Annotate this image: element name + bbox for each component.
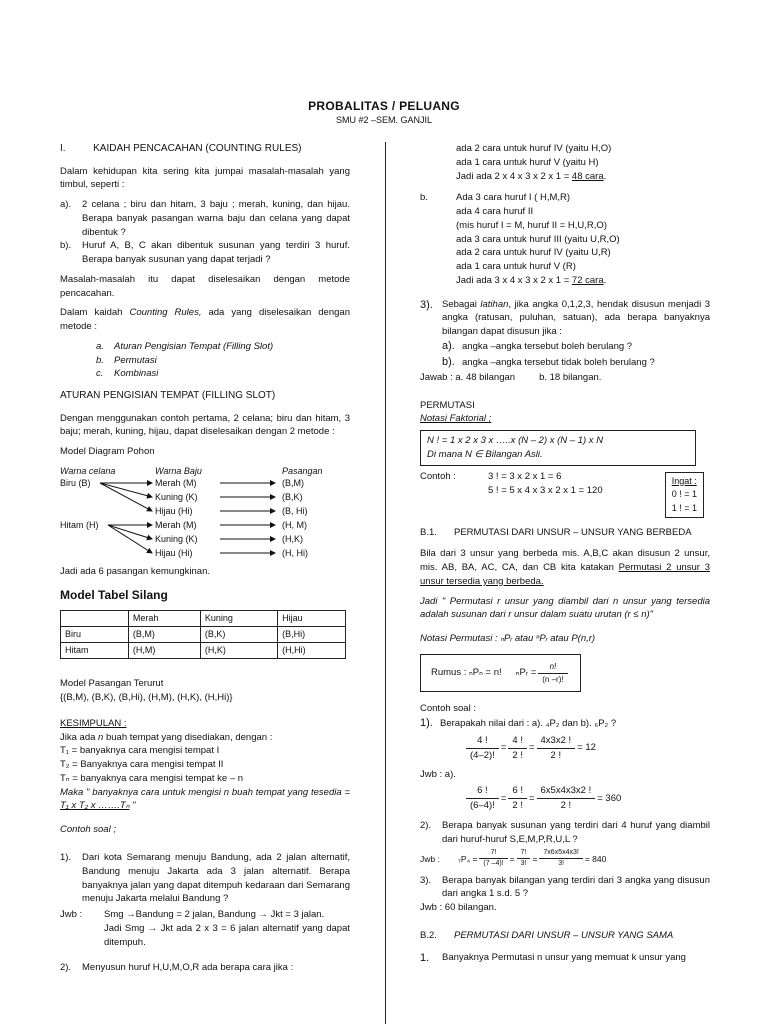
- continuation-line: ada 1 cara untuk huruf V (yaitu H): [456, 156, 599, 168]
- tree-header-baju: Warna Baju: [155, 466, 202, 477]
- option-item: a). angka –angka tersebut boleh berulang ?: [442, 339, 633, 352]
- exercise-3-options: [420, 339, 710, 371]
- kesimpulan-item: T₂ = Banyaknya cara mengisi tempat II: [60, 759, 224, 771]
- tabel-title: Model Tabel Silang: [60, 587, 168, 602]
- tree-pair: (B, Hi): [282, 506, 308, 517]
- tree-pair: (B,M): [282, 478, 304, 489]
- method-item: a. Aturan Pengisian Tempat (Filling Slot): [96, 340, 274, 352]
- kesimpulan-intro: Jika ada n buah tempat yang disediakan, dengan :: [60, 731, 273, 743]
- kesimpulan-item: T₁ = banyaknya cara mengisi tempat I: [60, 745, 220, 757]
- rumus-box: Rumus : ₙPₙ = n! ₙPᵣ = $\frac{n!}{(n -r)!}$: [420, 654, 581, 692]
- option-item: b). angka –angka tersebut tidak boleh berulang ?: [442, 355, 655, 368]
- question-3-answer: Jwb : 60 bilangan.: [420, 902, 497, 914]
- permutasi-heading: PERMUTASI: [420, 399, 475, 411]
- intro-paragraph: Dalam kehidupan kita sering kita jumpai masalah-masalah yang timbul, seperti :: [60, 165, 350, 191]
- example-1-answer: Jwb : Smg →Bandung = 2 jalan, Bandung → Jkt = 3 jalan. Jadi Smg → Jkt ada 2 x 3 = 6 jalan alternatif yang dapat ditempuh.: [60, 909, 350, 948]
- diagram-title: Model Diagram Pohon: [60, 446, 155, 458]
- pasangan-title: Model Pasangan Terurut: [60, 678, 164, 690]
- example-b: b). Huruf A, B, C akan dibentuk susunan yang terdiri 3 huruf. Berapa banyak susunan yang dapat terjadi ?: [60, 240, 350, 266]
- tree-diagram: [60, 465, 350, 565]
- aturan-paragraph: Dengan menggunakan contoh pertama, 2 celana; biru dan hitam, 3 baju; merah, kuning, hijau, dapat diselesaikan dengan 2 metode :: [60, 412, 350, 438]
- jwb-a: Jwb : a).: [420, 769, 456, 781]
- notasi-permutasi: Notasi Permutasi : ₙPᵣ atau ⁿPᵣ atau P(n,r): [420, 633, 596, 645]
- b2-item: 1. Banyaknya Permutasi n unsur yang memuat k unsur yang: [420, 951, 686, 964]
- tree-pair: (H,K): [282, 534, 303, 545]
- b1-paragraph: Bila dari 3 unsur yang berbeda mis. A,B,C akan disusun 2 unsur, mis. AB, BA, AC, CA, dan CB kita katakan Permutasi 2 unsur 3 unsur tersedia yang berbeda.: [420, 548, 711, 587]
- b2-heading: B.2. PERMUTASI DARI UNSUR – UNSUR YANG SAMA: [420, 929, 674, 941]
- example-1: 1). Dari kota Semarang menuju Bandung, ada 2 jalan alternatif, Bandung menuju Jakarta ada 3 jalan alternatif. Berapa banyaknya jalan yang dapat ditempuh kedaraan dari Semarang menuju Jakarta melalui Bandung ?: [60, 851, 350, 905]
- tree-node-baju: Kuning (K): [155, 534, 198, 545]
- tree-arrows: [60, 465, 350, 565]
- table-row: Hitam (H,M) (H,K) (H,Hi): [61, 643, 346, 659]
- method-item: b. Permutasi: [96, 354, 157, 366]
- calc-6p2: $\frac{6 !}{(6-4)!}$ = $\frac{6 !}{2 !}$ = $\frac{6x5x4x3x2 !}{2 !}$ = 360: [464, 784, 710, 813]
- contoh-heading: Contoh soal ;: [60, 824, 116, 836]
- part-b: b. Ada 3 cara huruf I ( H,M,R) ada 4 cara huruf II (mis huruf I = M, huruf II = H,U,R,O) ada 3 cara untuk huruf III (yaitu U,R,O) ada 2 cara untuk huruf IV (yaitu U,R) ada 1 cara untuk huruf V (R) Jadi ada 3 x 4 x 3 x 2 x 1 = 72 cara.: [420, 192, 620, 286]
- b1-heading: B.1. PERMUTASI DARI UNSUR – UNSUR YANG BERBEDA: [420, 526, 692, 538]
- kesimpulan-heading: KESIMPULAN :: [60, 717, 127, 729]
- question-2-answer: Jwb : ₇P₄ = $\frac{7!}{(7 -4)!}$ = $\frac{7!}{3!}$ = $\frac{7x6x5x4x3!}{3!}$ = 840: [420, 849, 607, 868]
- paragraph-pencacahan: Masalah-masalah itu dapat diselesaikan dengan metode pencacahan.: [60, 273, 350, 299]
- contoh-soal-heading: Contoh soal :: [420, 703, 476, 715]
- column-divider: [385, 142, 386, 1024]
- method-list: [60, 340, 350, 381]
- example-a: a). 2 celana ; biru dan hitam, 3 baju ; merah, kuning, dan hijau. Berapa banyak pasangan warna baju dan celana yang dapat dibentuk ?: [60, 199, 350, 238]
- paragraph-counting-rules: Dalam kaidah Counting Rules, ada yang diselesaikan dengan metode :: [60, 307, 350, 333]
- aturan-heading: ATURAN PENGISIAN TEMPAT (FILLING SLOT): [60, 390, 276, 402]
- cross-table: [60, 610, 346, 659]
- continuation-block: [420, 142, 710, 183]
- method-item: c. Kombinasi: [96, 368, 159, 380]
- calc-4p2: $\frac{4 !}{(4-2)!}$ = $\frac{4 !}{2 !}$ = $\frac{4x3x2 !}{2 !}$ = 12: [464, 734, 710, 763]
- tree-node-baju: Hijau (Hi): [155, 548, 193, 559]
- tree-node-biru: Biru (B): [60, 478, 91, 489]
- right-column: [420, 142, 710, 967]
- tree-node-baju: Kuning (K): [155, 492, 198, 503]
- exercise-3: 3). Sebagai latihan, jika angka 0,1,2,3, hendak disusun menjadi 3 angka (ratusan, puluhan, satuan), ada berapa banyaknya bilangan dapat disusun jika :: [420, 298, 710, 338]
- continuation-line: ada 2 cara untuk huruf IV (yaitu H,O): [456, 143, 612, 154]
- pasangan-set: {(B,M), (B,K), (B,Hi), (H,M), (H,K), (H,Hi)}: [60, 692, 233, 704]
- page-title: PROBALITAS / PELUANG: [308, 99, 460, 113]
- tree-node-baju: Merah (M): [155, 478, 197, 489]
- factorial-examples: Contoh : 3 ! = 3 x 2 x 1 = 6 5 ! = 5 x 4 x 3 x 2 x 1 = 120 Ingat : 0 ! = 1 1 ! = 1: [420, 470, 710, 516]
- tree-note: Jadi ada 6 pasangan kemungkinan.: [60, 566, 211, 578]
- tree-node-hitam: Hitam (H): [60, 520, 99, 531]
- tree-node-baju: Merah (M): [155, 520, 197, 531]
- table-row: Biru (B,M) (B,K) (B,Hi): [61, 627, 346, 643]
- page-subtitle: SMU #2 –SEM. GANJIL: [335, 115, 433, 125]
- question-1: 1). Berapakah nilai dari : a). ₄P₂ dan b). ₆P₂ ?: [420, 716, 617, 729]
- continuation-result: Jadi ada 2 x 4 x 3 x 2 x 1 = 48 cara.: [456, 170, 607, 182]
- example-2: 2). Menyusun huruf H,U,M,O,R ada berapa cara jika :: [60, 962, 294, 974]
- maka-statement: Maka " banyaknya cara untuk mengisi n buah tempat yang tesedia = T₁ x T₂ x …….Tₙ ": [60, 786, 350, 812]
- question-3: 3). Berapa banyak bilangan yang terdiri dari 3 angka yang disusun dari angka 1 s.d. 5 ?: [420, 874, 710, 900]
- left-column: [60, 142, 350, 975]
- ingat-box: Ingat : 0 ! = 1 1 ! = 1: [665, 472, 704, 519]
- tree-node-baju: Hijau (Hi): [155, 506, 193, 517]
- tree-pair: (H, M): [282, 520, 307, 531]
- notasi-faktorial: Notasi Faktorial ;: [420, 413, 492, 425]
- tree-header-celana: Warna celana: [60, 466, 116, 477]
- exercise-3-answer: Jawab : a. 48 bilangan b. 18 bilangan.: [420, 371, 602, 383]
- kesimpulan-item: Tₙ = banyaknya cara mengisi tempat ke – n: [60, 772, 244, 784]
- tree-header-pasangan: Pasangan: [282, 466, 323, 477]
- table-header-row: Merah Kuning Hijau: [61, 611, 346, 627]
- factorial-box: N ! = 1 x 2 x 3 x …..x (N – 2) x (N – 1) x N Di mana N ∈ Bilangan Asli.: [420, 430, 696, 466]
- permutasi-definition: Jadi " Permutasi r unsur yang diambil dari n unsur yang tersedia adalah susunan dari r unsur dalam suatu urutan (r ≤ n)": [420, 595, 710, 621]
- question-2: 2). Berapa banyak susunan yang terdiri dari 4 huruf yang diambil dari huruf-huruf S,E,M,P,R,U,L ?: [420, 819, 710, 845]
- tree-pair: (B,K): [282, 492, 303, 503]
- tree-pair: (H, Hi): [282, 548, 308, 559]
- section-heading: I. KAIDAH PENCACAHAN (COUNTING RULES): [60, 143, 302, 154]
